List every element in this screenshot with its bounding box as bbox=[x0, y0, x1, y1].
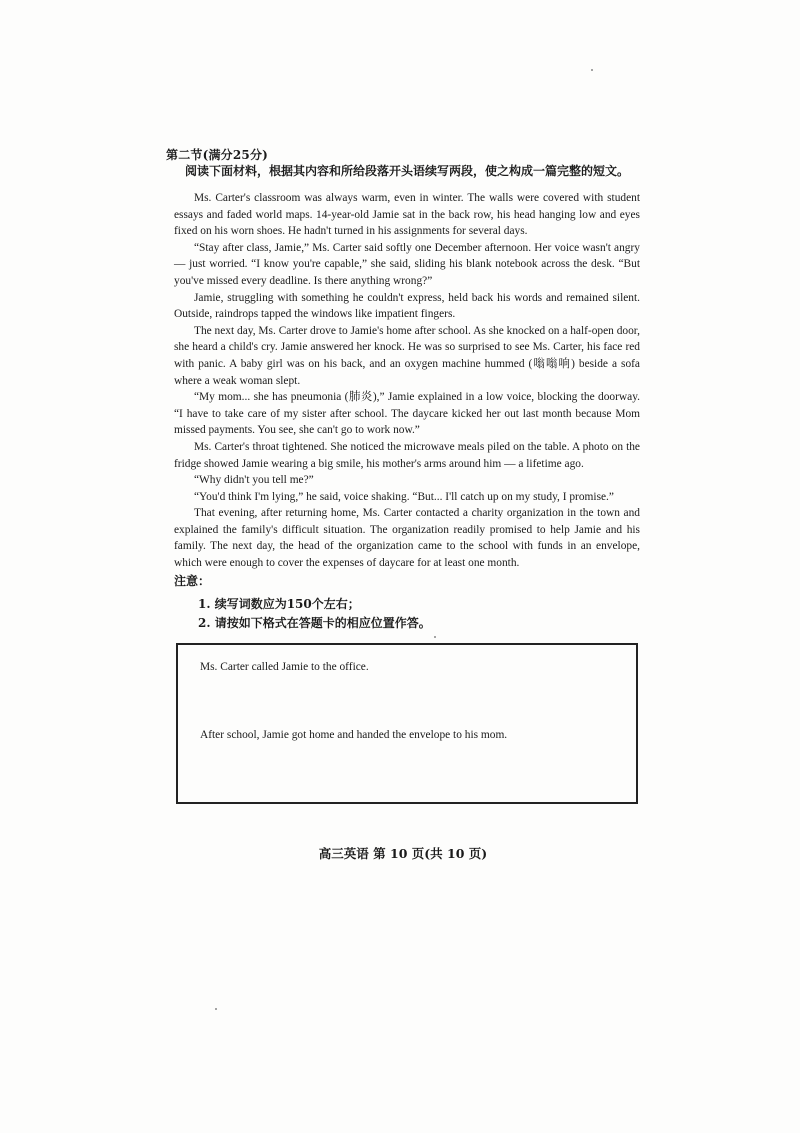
section-heading: 第二节(满分25分) bbox=[166, 148, 269, 162]
notes-section bbox=[174, 572, 431, 633]
notes-list bbox=[198, 595, 431, 633]
answer-format-box bbox=[176, 643, 638, 804]
paragraph-2-opening: After school, Jamie got home and handed the envelope to his mom. bbox=[200, 729, 508, 741]
page-footer: 高三英语 第 10 页(共 10 页) bbox=[318, 846, 488, 861]
reading-passage bbox=[174, 190, 640, 572]
section-instruction: 阅读下面材料，根据其内容和所给段落开头语续写两段，使之构成一篇完整的短文。 bbox=[185, 164, 630, 178]
paragraph-1-opening: Ms. Carter called Jamie to the office. bbox=[200, 661, 369, 673]
passage-paragraph: The next day, Ms. Carter drove to Jamie's home after school. As she knocked on a half-open door, she heard a child's cry. Jamie answered her knock. He was so surprised to see Ms. Carter, his face red with panic. A baby girl was on his back, and an oxygen machine hummed (嗡嗡响) beside a sofa where a weak woman slept. bbox=[174, 324, 640, 387]
notes-title: 注意： bbox=[174, 574, 211, 588]
scan-speck bbox=[591, 69, 593, 71]
passage-paragraph: “Stay after class, Jamie,” Ms. Carter said softly one December afternoon. Her voice wasn't angry — just worried. “I know you're capable,” she said, sliding his blank notebook across the desk. “But you've missed every deadline. Is there anything wrong?” bbox=[174, 241, 640, 287]
note-item: 2. 请按如下格式在答题卡的相应位置作答。 bbox=[198, 616, 431, 630]
note-item: 1. 续写词数应为150个左右； bbox=[198, 597, 360, 611]
passage-paragraph: Ms. Carter's classroom was always warm, even in winter. The walls were covered with student essays and faded world maps. 14-year-old Jamie sat in the back row, his head hanging low and eyes fixed on his worn shoes. He hadn't turned in his assignments for several days. bbox=[174, 192, 640, 238]
passage-paragraph: “My mom... she has pneumonia (肺炎),” Jamie explained in a low voice, blocking the doorway. “I have to take care of my sister after school. The daycare kicked her out last month because Mom missed payments. You see, she can't go to work now.” bbox=[174, 391, 640, 437]
passage-paragraph: “You'd think I'm lying,” he said, voice shaking. “But... I'll catch up on my study, I promise.” bbox=[194, 490, 614, 503]
passage-paragraph: That evening, after returning home, Ms. Carter contacted a charity organization in the town and explained the family's difficult situation. The organization readily promised to help Jamie and his family. The next day, the head of the organization came to the school with funds in an envelope, which were enough to cover the expenses of daycare for at least one month. bbox=[174, 507, 640, 570]
passage-paragraph: “Why didn't you tell me?” bbox=[194, 474, 314, 487]
passage-paragraph: Ms. Carter's throat tightened. She noticed the microwave meals piled on the table. A photo on the fridge showed Jamie wearing a big smile, his mother's arms around him — a lifetime ago. bbox=[174, 440, 640, 470]
passage-paragraph: Jamie, struggling with something he couldn't express, held back his words and remained silent. Outside, raindrops tapped the windows like impatient fingers. bbox=[174, 291, 640, 321]
scan-speck bbox=[215, 1008, 217, 1010]
scan-speck bbox=[434, 636, 436, 638]
